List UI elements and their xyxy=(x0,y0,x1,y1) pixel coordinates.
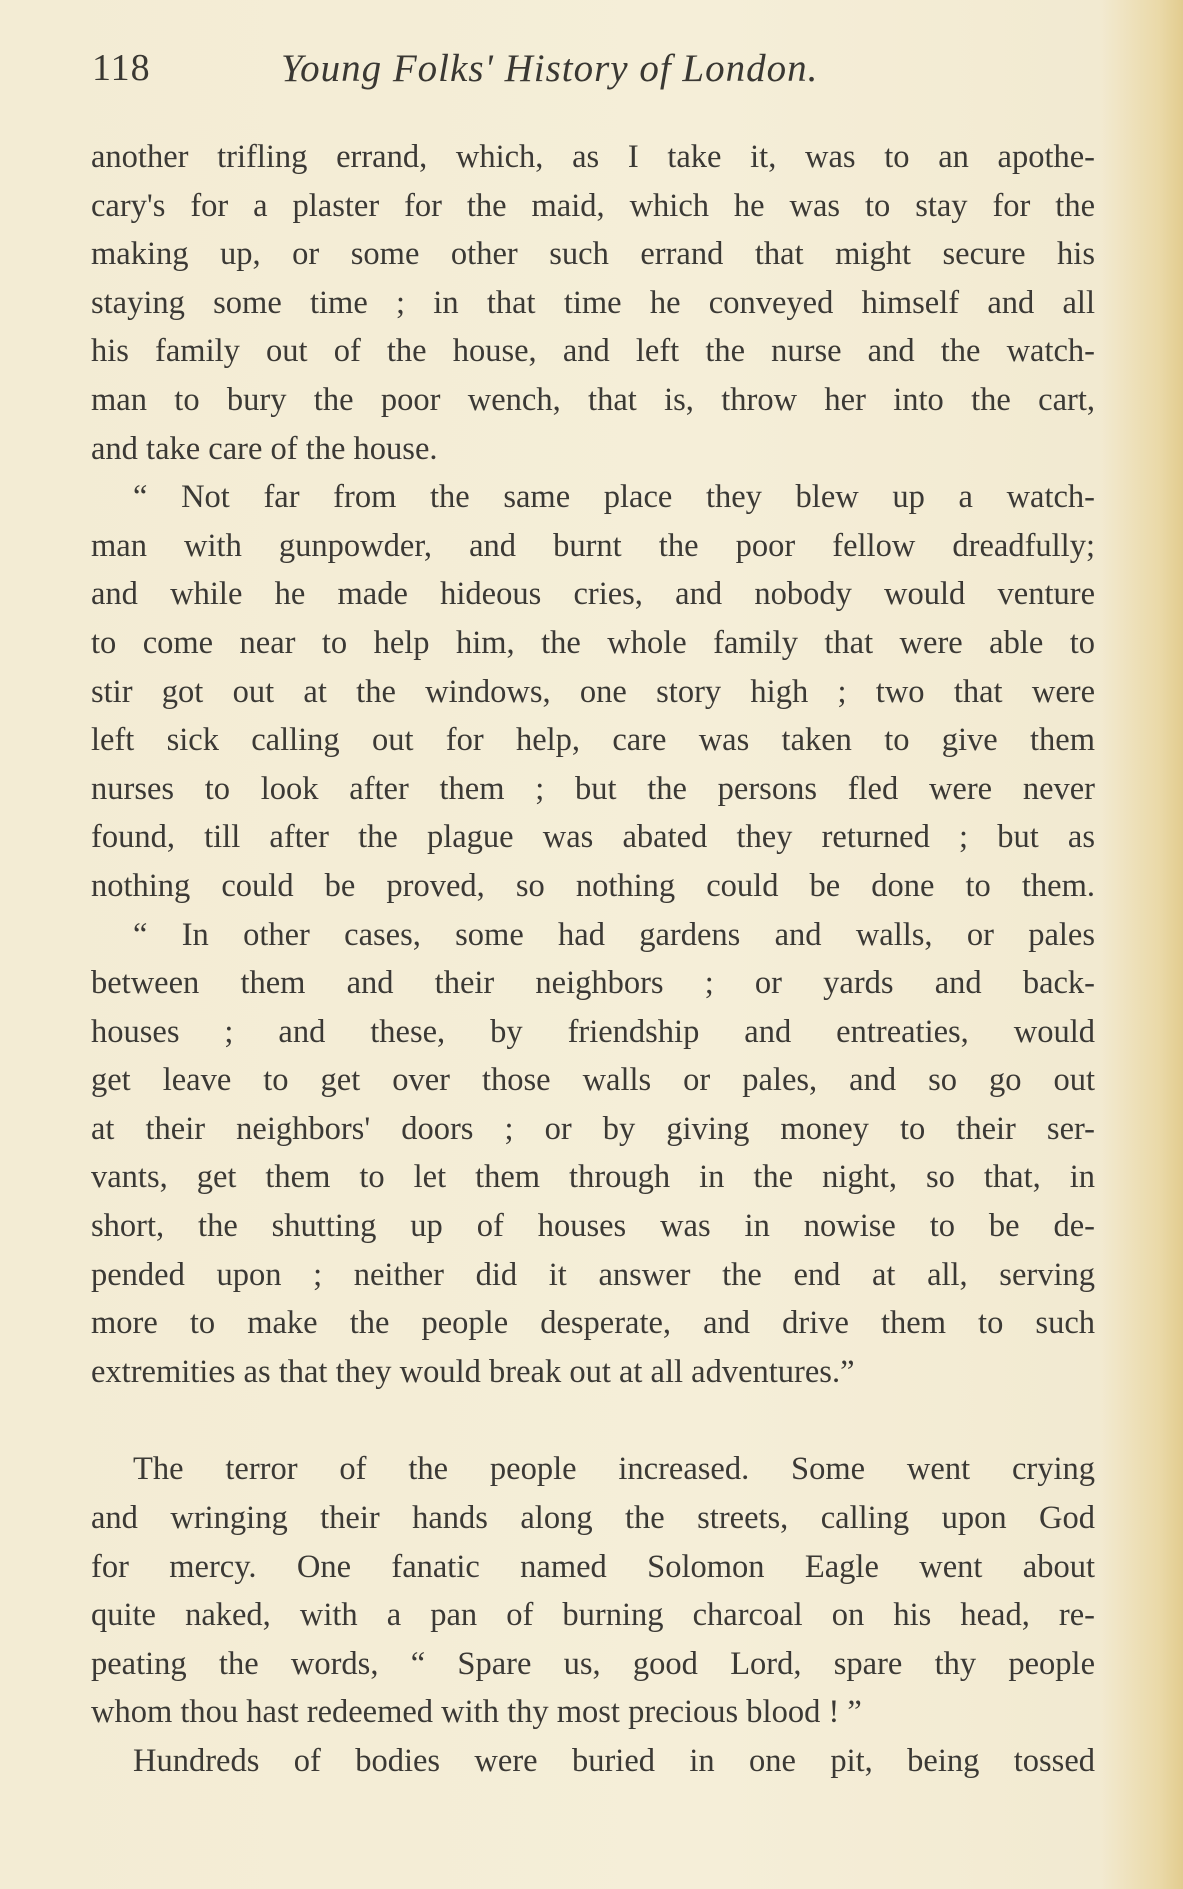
text-line: for mercy. One fanatic named Solomon Eagle went about xyxy=(91,1548,1095,1585)
text-line: The terror of the people increased. Some went crying xyxy=(133,1451,1095,1488)
text-line: stir got out at the windows, one story high ; two that were xyxy=(91,673,1095,710)
paragraph-2 xyxy=(91,473,1095,910)
body-text xyxy=(91,133,1095,1786)
text-line: cary's for a plaster for the maid, which he was to stay for the xyxy=(91,187,1095,224)
text-line: another trifling errand, which, as I take it, was to an apothe- xyxy=(91,139,1095,175)
text-line: nurses to look after them ; but the persons fled were never xyxy=(91,770,1095,807)
running-head xyxy=(92,40,1092,110)
text-line: get leave to get over those walls or pales, and so go out xyxy=(91,1062,1095,1099)
text-line: quite naked, with a pan of burning charcoal on his head, re- xyxy=(91,1597,1095,1634)
text-line: making up, or some other such errand that might secure his xyxy=(91,236,1095,273)
text-line: whom thou hast redeemed with thy most precious blood ! ” xyxy=(91,1694,862,1731)
text-line: more to make the people desperate, and drive them to such xyxy=(91,1305,1095,1342)
text-line: staying some time ; in that time he conveyed himself and all xyxy=(91,284,1095,321)
text-line: Hundreds of bodies were buried in one pit, being tossed xyxy=(133,1743,1095,1779)
text-line: vants, get them to let them through in the night, so that, in xyxy=(91,1159,1095,1196)
text-line: houses ; and these, by friendship and entreaties, would xyxy=(91,1013,1095,1050)
text-line: to come near to help him, the whole family that were able to xyxy=(91,624,1095,661)
page-number: 118 xyxy=(92,47,151,89)
text-line: and while he made hideous cries, and nobody would venture xyxy=(91,576,1095,613)
running-title: Young Folks' History of London. xyxy=(281,47,819,90)
text-line: man to bury the poor wench, that is, throw her into the cart, xyxy=(91,381,1095,418)
text-line: left sick calling out for help, care was taken to give them xyxy=(91,722,1095,759)
paragraph-5 xyxy=(91,1737,1095,1786)
text-line: and take care of the house. xyxy=(91,430,438,467)
paragraph-3 xyxy=(91,911,1095,1397)
text-line: “ In other cases, some had gardens and walls, or pales xyxy=(133,916,1095,953)
text-line: “ Not far from the same place they blew up a watch- xyxy=(133,479,1095,516)
text-line: man with gunpowder, and burnt the poor fellow dreadfully; xyxy=(91,527,1095,564)
paragraph-gap xyxy=(91,1396,1095,1445)
text-line: at their neighbors' doors ; or by giving money to their ser- xyxy=(91,1110,1095,1147)
text-line: short, the shutting up of houses was in nowise to be de- xyxy=(91,1208,1095,1245)
text-line: peating the words, “ Spare us, good Lord, spare thy people xyxy=(91,1645,1095,1682)
text-line: and wringing their hands along the streets, calling upon God xyxy=(91,1500,1095,1537)
paragraph-1 xyxy=(91,133,1095,473)
text-line: between them and their neighbors ; or yards and back- xyxy=(91,965,1095,1002)
text-line: his family out of the house, and left the nurse and the watch- xyxy=(91,333,1095,370)
text-line: extremities as that they would break out at all adventures.” xyxy=(91,1353,855,1390)
paragraph-4 xyxy=(91,1445,1095,1737)
text-line: pended upon ; neither did it answer the end at all, serving xyxy=(91,1256,1095,1293)
text-line: found, till after the plague was abated they returned ; but as xyxy=(91,819,1095,856)
text-line: nothing could be proved, so nothing could be done to them. xyxy=(91,867,1095,904)
